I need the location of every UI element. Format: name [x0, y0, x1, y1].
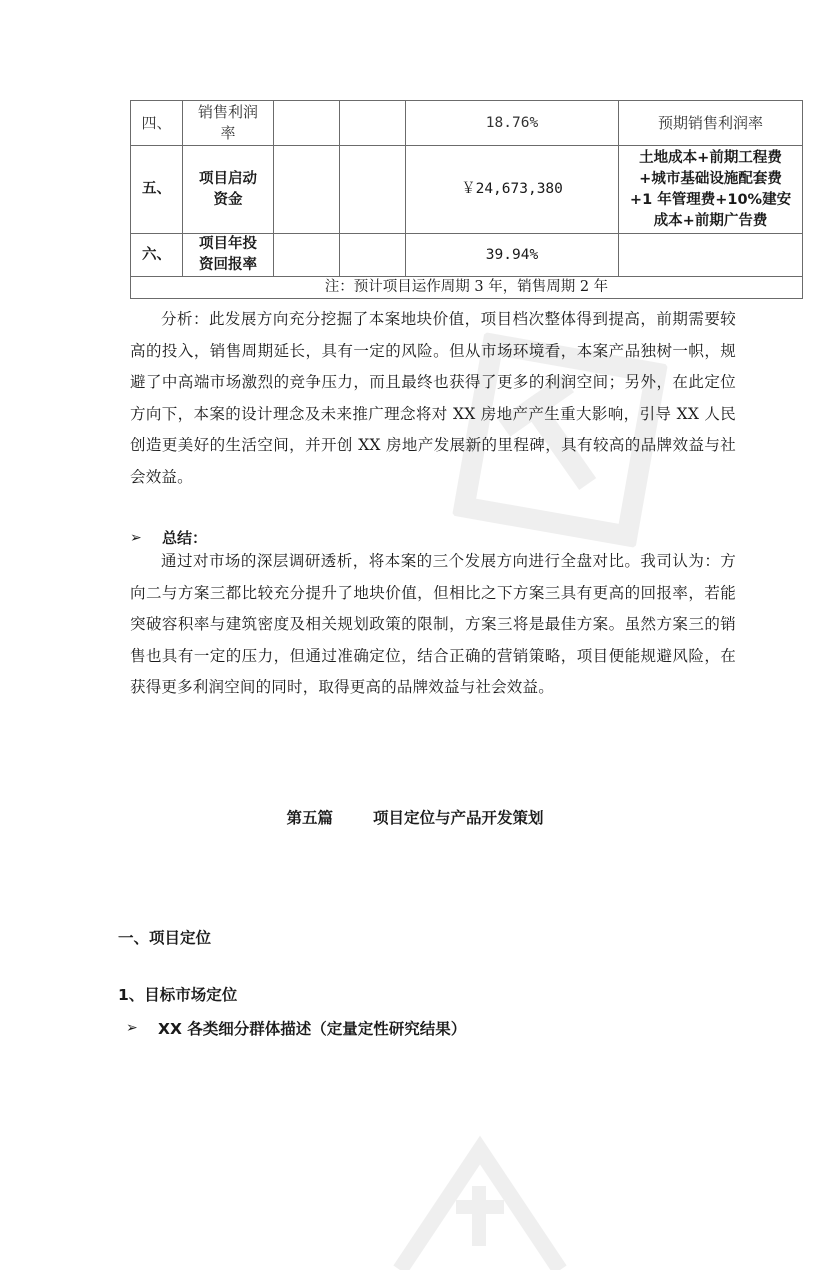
summary-heading-label: 总结：	[162, 529, 208, 547]
row-item	[183, 146, 274, 234]
row-remark-line: 土地成本+前期工程费	[639, 149, 782, 166]
empty-cell	[274, 101, 340, 146]
table-row	[131, 234, 803, 277]
arrow-bullet-icon: ➢	[130, 529, 142, 546]
row-item-line: 资金	[213, 191, 243, 208]
table-note-row	[131, 277, 803, 299]
section-heading: 一、项目定位	[118, 929, 212, 947]
row-value: 18.76%	[406, 101, 619, 146]
row-item-line: 资回报率	[199, 257, 257, 273]
summary-paragraph: 通过对市场的深层调研透析，将本案的三个发展方向进行全盘对比。我司认为：方向二与方案三都比较充分提升了地块价值，但相比之下方案三具有更高的回报率，若能突破容积率与建筑密度及相关规划政策的限制，方案三将是最佳方案。虽然方案三的销售也具有一定的压力，但通过准确定位，结合正确的营销策略，项目便能规避风险，在获得更多利润空间的同时，取得更高的品牌效益与社会效益。	[130, 552, 736, 696]
row-item-line: 项目年投	[199, 236, 257, 252]
row-item	[183, 234, 274, 277]
arrow-bullet-icon: ➢	[126, 1020, 138, 1036]
empty-cell	[340, 146, 406, 234]
empty-cell	[340, 101, 406, 146]
subsection-heading: 1、目标市场定位	[118, 986, 238, 1004]
empty-cell	[340, 234, 406, 277]
empty-cell	[274, 234, 340, 277]
table-row	[131, 146, 803, 234]
watermark-logo-icon	[380, 1110, 580, 1270]
segments-bullet-label: XX 各类细分群体描述（定量定性研究结果）	[158, 1020, 467, 1038]
row-remark-line: 成本+前期广告费	[653, 212, 768, 229]
table-row	[131, 101, 803, 146]
row-remark-line: +1 年管理费+10%建安	[629, 191, 792, 208]
empty-cell	[274, 146, 340, 234]
row-item-line: 项目启动	[199, 170, 257, 187]
summary-heading	[130, 527, 207, 548]
row-index: 五、	[131, 146, 183, 234]
row-remark-line: +城市基础设施配套费	[639, 170, 782, 187]
row-remark	[619, 234, 803, 277]
chapter-number: 第五篇	[286, 809, 333, 827]
row-item-line: 销售利润	[197, 103, 258, 121]
row-value: ￥24,673,380	[406, 146, 619, 234]
row-remark	[619, 146, 803, 234]
chapter-title	[0, 806, 830, 828]
row-index: 六、	[131, 234, 183, 277]
chapter-name: 项目定位与产品开发策划	[373, 809, 544, 827]
financial-indicators-table	[130, 100, 803, 299]
analysis-paragraph: 分析：此发展方向充分挖掘了本案地块价值，项目档次整体得到提高，前期需要较高的投入，销售周期延长，具有一定的风险。但从市场环境看，本案产品独树一帜，规避了中高端市场激烈的竞争压力，而且最终也获得了更多的利润空间；另外，在此定位方向下，本案的设计理念及未来推广理念将对 XX 房地产产生重大影响，引导 XX 人民创造更美好的生活空间，并开创 XX 房地产发展新的里程碑，具有较高的品牌效益与社会效益。	[130, 310, 736, 486]
row-item	[183, 101, 274, 146]
row-item-line: 率	[220, 124, 236, 142]
segments-bullet	[126, 1017, 466, 1039]
row-index: 四、	[131, 101, 183, 146]
row-value: 39.94%	[406, 234, 619, 277]
row-remark: 预期销售利润率	[619, 101, 803, 146]
table-note: 注：预计项目运作周期 3 年，销售周期 2 年	[131, 277, 803, 299]
